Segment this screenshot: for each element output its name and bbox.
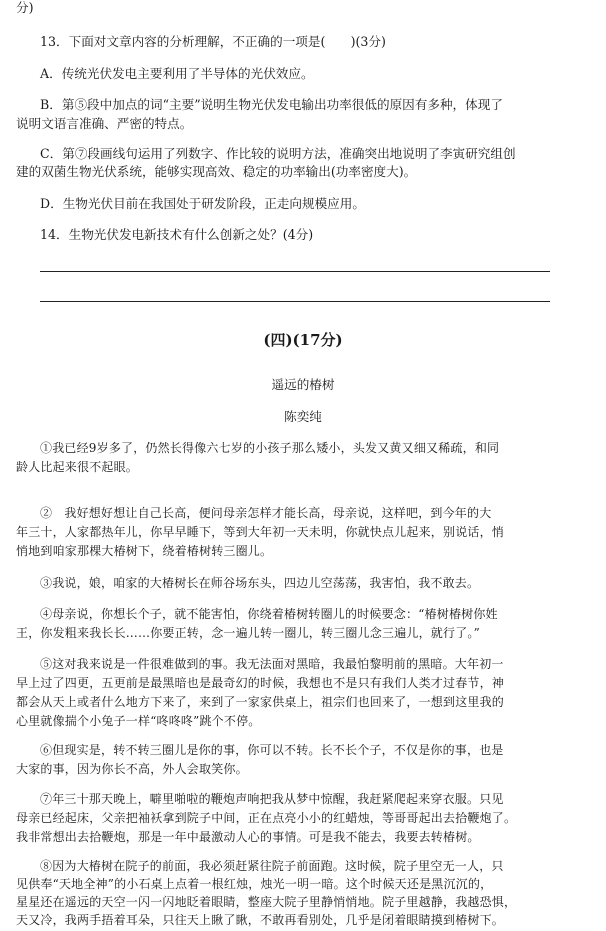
question-13-option-a: A．传统光伏发电主要利用了半导体的光伏效应。: [40, 66, 314, 81]
essay-paragraph-2: ② 我好想好想让自己长高，便问母亲怎样才能长高，母亲说，这样吧，到今年的大: [40, 506, 492, 520]
essay-author: 陈奕纯: [284, 409, 322, 424]
essay-paragraph-1: 龄人比起来很不起眼。: [16, 460, 139, 474]
essay-paragraph-7: 母亲已经起床，父亲把袖袄拿到院子中间，正在点亮小小的红蜡烛，等哥哥起出去拾鞭炮了。: [16, 811, 517, 825]
essay-paragraph-8: 天又冷，我两手捂着耳朵，只往天上瞅了瞅，不敢再看别处，几乎是闭着眼睛摸到椿树下。: [16, 913, 505, 927]
question-14-stem: 14．生物光伏发电新技术有什么创新之处？(4分): [40, 227, 314, 242]
question-13-option-c-cont: 建的双菌生物光伏系统，能够实现高效、稳定的功率输出(功率密度大)。: [16, 164, 417, 179]
essay-paragraph-2: 悄地到咱家那棵大椿树下，绕着椿树转三圈儿。: [16, 544, 273, 558]
section-heading: (四)(17分): [263, 331, 343, 349]
question-13-option-c: C．第⑦段画线句运用了列数字、作比较的说明方法，准确突出地说明了李寅研究组创: [40, 146, 516, 161]
essay-paragraph-2: 年三十，人家都热年儿，你早早睡下，等到大年初一天未明，你就快点儿起来，别说话，悄: [16, 525, 505, 539]
essay-paragraph-7: ⑦年三十那天晚上，噼里啪啦的鞭炮声响把我从梦中惊醒，我赶紧爬起来穿衣服。只见: [40, 792, 504, 806]
essay-paragraph-8: ⑧因为大椿树在院子的前面，我必须赶紧往院子前面跑。这时候，院子里空无一人，只: [40, 859, 504, 873]
essay-paragraph-1: ①我已经9岁多了，仍然长得像六七岁的小孩子那么矮小，头发又黄又细又稀疏，和同: [40, 441, 500, 455]
essay-paragraph-5: 心里就像揣个小兔子一样“咚咚咚”跳个不停。: [16, 714, 261, 728]
essay-paragraph-5: 早上过了四更，五更前是最黑暗也是最奇幻的时候，我想也不是只有我们人类才过春节，神: [16, 676, 505, 690]
answer-line: [40, 301, 550, 302]
question-13-option-d: D．生物光伏目前在我国处于研发阶段，正走向规模应用。: [40, 196, 365, 211]
question-13-option-b-cont: 说明文语言准确、严密的特点。: [16, 116, 193, 131]
answer-line: [40, 271, 550, 272]
question-13-stem: 13．下面对文章内容的分析理解，不正确的一项是( )(3分): [40, 34, 386, 49]
question-13-option-b: B．第⑤段中加点的词“主要”说明生物光伏发电输出功率很低的原因有多种，体现了: [40, 97, 503, 112]
essay-paragraph-3: ③我说，娘，咱家的大椿树长在师谷场东头，四边儿空荡荡，我害怕，我不敢去。: [40, 576, 480, 590]
essay-paragraph-8: 见供奉“天地全神”的小石桌上点着一根红烛，烛光一明一暗。这个时候天还是黑沉沉的，: [16, 877, 493, 891]
essay-paragraph-6: ⑥但现实是，转不转三圈儿是你的事，你可以不转。长不长个子，不仅是你的事，也是: [40, 743, 504, 757]
essay-paragraph-8: 星星还在遥远的天空一闪一闪地眨着眼睛，整座大院子里静悄悄地。院子里越静，我越恐惧，: [16, 895, 517, 909]
essay-paragraph-5: ⑤这对我来说是一件很难做到的事。我无法面对黑暗，我最怕黎明前的黑暗。大年初一: [40, 657, 504, 671]
essay-paragraph-4: ④母亲说，你想长个子，就不能害怕，你绕着椿树转圈儿的时候要念：“椿树椿树你姓: [40, 607, 498, 621]
essay-paragraph-6: 大家的事，因为你长不高，外人会取笑你。: [16, 762, 248, 776]
essay-title: 遥远的椿树: [271, 377, 335, 392]
previous-question-fragment: 分): [16, 0, 34, 15]
essay-paragraph-4: 王，你发粗来我长长……你要正转，念一遍儿转一圈儿，转三圈儿念三遍儿，就行了。”: [16, 626, 480, 640]
essay-paragraph-5: 都会从天上或者什么地方下来了，来到了一家家供桌上，祖宗们也回来了，一想到这里我的: [16, 695, 505, 709]
essay-paragraph-7: 我非常想出去拾鞭炮，那是一年中最激动人心的事情。可是我不能去，我要去转椿树。: [16, 830, 480, 844]
